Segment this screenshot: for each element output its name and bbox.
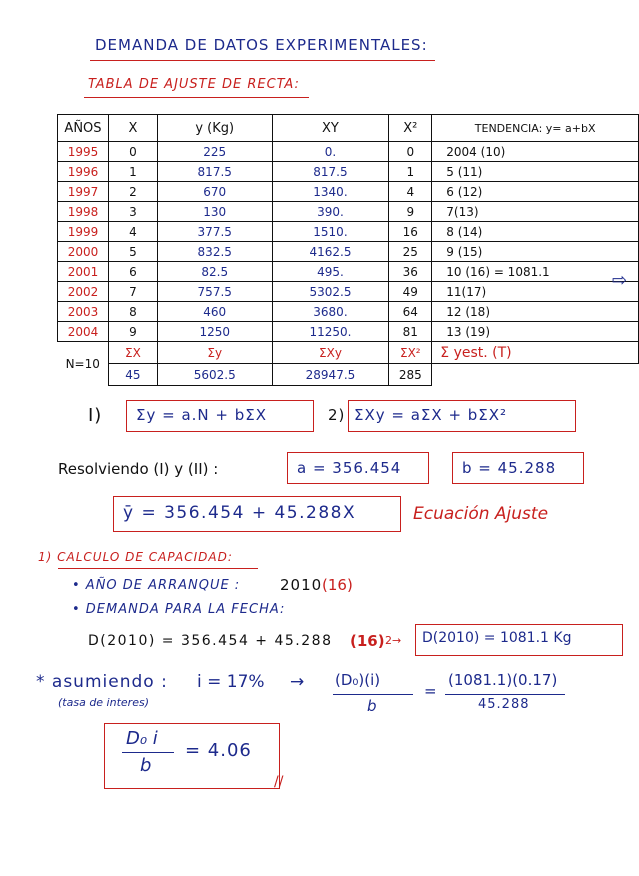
x-cell: 4 xyxy=(108,222,157,242)
title-underline xyxy=(90,60,435,61)
x-cell: 5 xyxy=(108,242,157,262)
ratio-denominator: b xyxy=(367,697,377,715)
x2-cell: 4 xyxy=(389,182,432,202)
table-row xyxy=(58,302,639,322)
x2-cell: 1 xyxy=(389,162,432,182)
x2-cell: 9 xyxy=(389,202,432,222)
capacity-underline xyxy=(58,568,258,569)
xy-cell: 4162.5 xyxy=(272,242,389,262)
table-row xyxy=(58,242,639,262)
xy-cell: 390. xyxy=(272,202,389,222)
y-cell: 832.5 xyxy=(157,242,272,262)
a-value: a = 356.454 xyxy=(297,459,402,477)
eq1: Σy = a.N + bΣX xyxy=(136,406,268,424)
n-label: N=10 xyxy=(58,342,109,386)
xy-cell: 3680. xyxy=(272,302,389,322)
value-denominator: 45.288 xyxy=(478,697,530,712)
trend-cell: 7(13) xyxy=(432,202,639,222)
table-header-4: X² xyxy=(389,115,432,142)
xy-cell: 1340. xyxy=(272,182,389,202)
sum-label-x2: ΣX² xyxy=(389,342,432,364)
table-header-1: X xyxy=(108,115,157,142)
x2-cell: 25 xyxy=(389,242,432,262)
trend-cell: 9 (15) xyxy=(432,242,639,262)
capacity-heading: 1) CALCULO DE CAPACIDAD: xyxy=(38,550,233,564)
demand-index: (16) xyxy=(350,632,385,650)
ratio-numerator: (D₀)(i) xyxy=(335,671,381,689)
sum-value-row xyxy=(58,364,639,386)
subtitle-underline xyxy=(84,97,309,98)
x2-cell: 16 xyxy=(389,222,432,242)
ratio-bar xyxy=(333,694,413,695)
year-cell: 2000 xyxy=(58,242,109,262)
table-row xyxy=(58,142,639,162)
eq1-label: I) xyxy=(88,405,103,426)
year-cell: 1996 xyxy=(58,162,109,182)
value-bar xyxy=(445,694,565,695)
assume-label: * asumiendo : xyxy=(36,672,168,692)
rate-arrow-icon: → xyxy=(290,672,305,692)
x-cell: 1 xyxy=(108,162,157,182)
y-cell: 670 xyxy=(157,182,272,202)
equals-sign: = xyxy=(424,682,437,700)
trend-cell: 5 (11) xyxy=(432,162,639,182)
xy-cell: 11250. xyxy=(272,322,389,342)
sum-label-xy: ΣXy xyxy=(272,342,389,364)
x2-cell: 49 xyxy=(389,282,432,302)
trend-cell: 12 (18) xyxy=(432,302,639,322)
table-header-5: TENDENCIA: y= a+bX xyxy=(432,115,639,142)
year-cell: 2004 xyxy=(58,322,109,342)
table-row xyxy=(58,262,639,282)
table-header-3: XY xyxy=(272,115,389,142)
table-row xyxy=(58,182,639,202)
rate: i = 17% xyxy=(197,672,265,692)
x2-cell: 0 xyxy=(389,142,432,162)
fit-label: Ecuación Ajuste xyxy=(413,504,549,524)
trend-cell: 13 (19) xyxy=(432,322,639,342)
rate-note: (tasa de interes) xyxy=(58,696,149,709)
sum-xy: 28947.5 xyxy=(272,364,389,386)
eq2-label: 2) xyxy=(328,406,346,424)
table-row xyxy=(58,282,639,302)
y-cell: 460 xyxy=(157,302,272,322)
year-cell: 1995 xyxy=(58,142,109,162)
x-cell: 2 xyxy=(108,182,157,202)
eq2: ΣXy = aΣX + bΣX² xyxy=(354,406,508,424)
sum-label-y: Σy xyxy=(157,342,272,364)
start-index: (16) xyxy=(322,576,353,594)
y-cell: 82.5 xyxy=(157,262,272,282)
year-cell: 2002 xyxy=(58,282,109,302)
sum-trend-empty xyxy=(432,364,639,386)
x-cell: 6 xyxy=(108,262,157,282)
year-cell: 2001 xyxy=(58,262,109,282)
trend-cell: 2004 (10) xyxy=(432,142,639,162)
table-row xyxy=(58,162,639,182)
xy-cell: 817.5 xyxy=(272,162,389,182)
sum-x2: 285 xyxy=(389,364,432,386)
start-value: 2010 xyxy=(280,576,323,594)
b-value: b = 45.288 xyxy=(462,459,557,477)
xy-cell: 495. xyxy=(272,262,389,282)
x2-cell: 81 xyxy=(389,322,432,342)
solve-label: Resolviendo (I) y (II) : xyxy=(58,460,219,478)
table-row xyxy=(58,322,639,342)
year-cell: 2003 xyxy=(58,302,109,322)
final-bar xyxy=(122,752,174,753)
year-cell: 1997 xyxy=(58,182,109,202)
table-row xyxy=(58,222,639,242)
start-label: • AÑO DE ARRANQUE : xyxy=(72,578,241,593)
trend-cell: 11(17) xyxy=(432,282,639,302)
x-cell: 9 xyxy=(108,322,157,342)
final-denominator: b xyxy=(140,755,152,776)
xy-cell: 0. xyxy=(272,142,389,162)
right-arrow-icon: ⇨ xyxy=(612,270,628,291)
sum-label-x: ΣX xyxy=(108,342,157,364)
y-cell: 377.5 xyxy=(157,222,272,242)
end-mark: // xyxy=(274,774,284,790)
table-header-0: AÑOS xyxy=(58,115,109,142)
trend-cell: 8 (14) xyxy=(432,222,639,242)
table-header-2: y (Kg) xyxy=(157,115,272,142)
y-cell: 817.5 xyxy=(157,162,272,182)
sum-label-trend: Σ yest. (T) xyxy=(432,342,639,364)
x-cell: 8 xyxy=(108,302,157,322)
table-subtitle: TABLA DE AJUSTE DE RECTA: xyxy=(88,77,300,92)
year-cell: 1999 xyxy=(58,222,109,242)
sum-y: 5602.5 xyxy=(157,364,272,386)
sum-x: 45 xyxy=(108,364,157,386)
value-numerator: (1081.1)(0.17) xyxy=(448,671,558,689)
fit-table xyxy=(57,114,639,386)
final-numerator: D₀ i xyxy=(126,728,158,749)
final-value: = 4.06 xyxy=(185,740,252,761)
demand-result: D(2010) = 1081.1 Kg xyxy=(422,630,572,646)
fit-equation: ȳ = 356.454 + 45.288X xyxy=(123,503,357,523)
demand-formula: D(2010) = 356.454 + 45.288 xyxy=(88,633,333,649)
y-cell: 757.5 xyxy=(157,282,272,302)
x2-cell: 64 xyxy=(389,302,432,322)
xy-cell: 5302.5 xyxy=(272,282,389,302)
small-arrow-icon: 2→ xyxy=(385,634,402,647)
x-cell: 0 xyxy=(108,142,157,162)
table-header-row xyxy=(58,115,639,142)
year-cell: 1998 xyxy=(58,202,109,222)
y-cell: 225 xyxy=(157,142,272,162)
page-title: DEMANDA DE DATOS EXPERIMENTALES: xyxy=(95,36,428,54)
y-cell: 1250 xyxy=(157,322,272,342)
trend-cell: 10 (16) = 1081.1 xyxy=(432,262,639,282)
trend-cell: 6 (12) xyxy=(432,182,639,202)
sum-label-row xyxy=(58,342,639,364)
x-cell: 7 xyxy=(108,282,157,302)
demand-label: • DEMANDA PARA LA FECHA: xyxy=(72,602,286,617)
table-row xyxy=(58,202,639,222)
xy-cell: 1510. xyxy=(272,222,389,242)
x2-cell: 36 xyxy=(389,262,432,282)
x-cell: 3 xyxy=(108,202,157,222)
y-cell: 130 xyxy=(157,202,272,222)
